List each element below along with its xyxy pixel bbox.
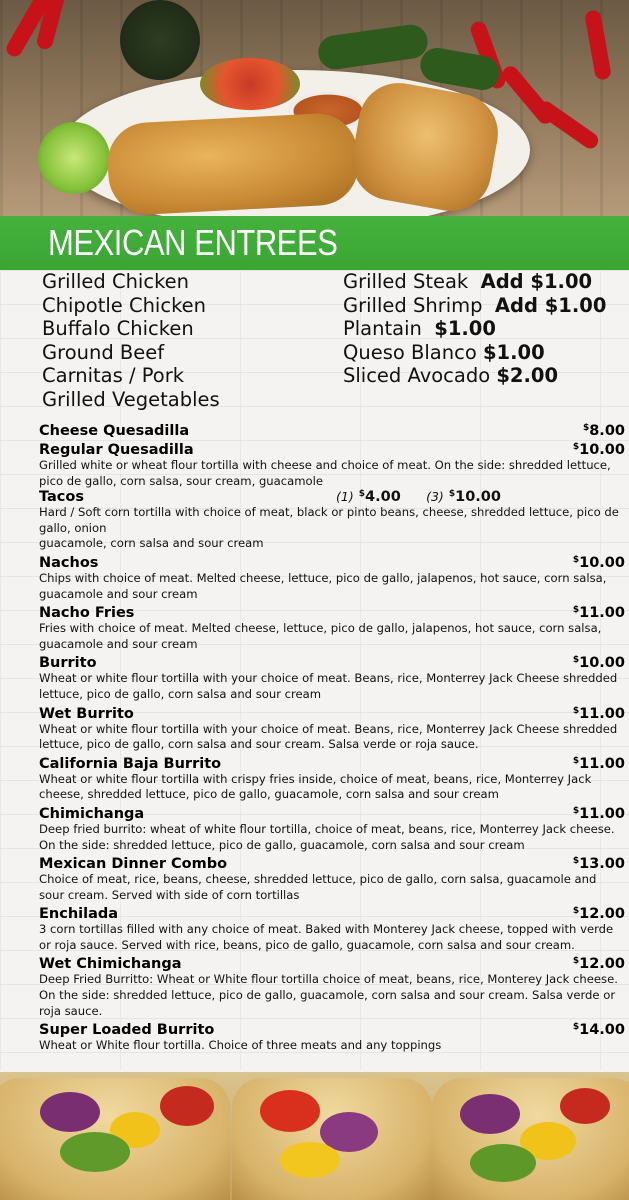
item-price: $8.00 [582,423,625,439]
menu-item-enchilada [39,903,625,953]
item-description: Chips with choice of meat. Melted cheese, lettuce, pico de gallo, jalapenos, hot sauce, corn salsa, guacamole and sour cream [39,570,607,601]
item-name: Nachos [39,554,99,571]
tacos-photo [0,1072,629,1200]
menu-item-burrito [39,652,625,702]
item-name: Super Loaded Burrito [39,1022,215,1039]
menu-item-tacos [39,489,625,552]
section-title: MEXICAN ENTREES [48,222,338,263]
meat-choice: Buffalo Chicken [42,317,194,340]
item-price: $10.00 [572,442,625,458]
premium-choice: Plantain $1.00 [343,317,496,340]
premium-choice: Sliced Avocado $2.00 [343,364,559,387]
item-description-cont: guacamole, corn salsa and sour cream [39,536,264,551]
meat-choice: Grilled Vegetables [42,387,220,411]
menu-item-regular-quesadilla [39,439,625,489]
item-name: Wet Burrito [39,705,134,722]
meat-choices-list [42,270,332,411]
item-price: $12.00 [572,906,625,923]
item-description: Choice of meat, rice, beans, cheese, shredded lettuce, pico de gallo, corn salsa, guacamole and sour cream. Served with side of corn tortillas [39,872,597,902]
menu-item-super-loaded-burrito [39,1019,625,1054]
menu-item-chimichanga [39,803,625,853]
item-price: $10.00 [572,554,625,571]
menu-item-wet-burrito [39,703,625,753]
item-name: Regular Quesadilla [39,442,194,458]
item-description: Hard / Soft corn tortilla with choice of meat, black or pinto beans, cheese, shredded lettuce, pico de gallo, onion [39,505,619,535]
meat-choice: Chipotle Chicken [42,293,207,317]
item-name: Mexican Dinner Combo [39,856,228,873]
item-description: Grilled white or wheat flour tortilla with cheese and choice of meat. On the side: shredded lettuce, pico de gallo, corn salsa, sour cream, guacamole [39,458,611,488]
item-name: Wet Chimichanga [39,956,182,973]
menu-items-list [39,420,625,1054]
menu-item-nacho-fries [39,602,625,652]
item-price: $12.00 [572,956,625,973]
item-description: Wheat or white flour tortilla with your choice of meat. Beans, rice, Monterrey Jack Cheese shredded lettuce, pico de gallo, corn salsa and sour cream. Salsa verde or roja sauce. [39,721,618,752]
premium-choice: Grilled Shrimp Add $1.00 [343,293,607,317]
menu-item-wet-chimichanga [39,953,625,1019]
premium-choice: Grilled Steak Add $1.00 [343,270,593,293]
item-description: 3 corn tortillas filled with any choice of meat. Baked with Monterey Jack cheese, topped with verde or roja sauce. Served with rice, beans, pico de gallo, guacamole, corn salsa and sour cream. [39,922,614,952]
item-description: Deep Fried Burritto: Wheat or White flour tortilla choice of meat, beans, rice, Monterey Jack cheese. On the side: shredded lettuce, pico de gallo, guacamole, corn salsa and sour cream. Salsa verde or roja sauce. [39,972,618,1018]
menu-item-cheese-quesadilla [39,420,625,439]
hero-food-photo [0,0,629,216]
menu-item-california-baja-burrito [39,753,625,803]
menu-item-nachos [39,552,625,602]
meat-choice: Grilled Chicken [42,270,190,293]
premium-choices-list [343,270,629,388]
premium-price: $2.00 [496,364,559,387]
item-description: Wheat or White flour tortilla. Choice of three meats and any toppings [39,1038,442,1053]
premium-price: $1.00 [482,340,545,364]
taco-prices: (1) $4.00 (3) $10.00 [336,489,501,506]
item-name: Burrito [39,655,97,672]
item-name: Cheese Quesadilla [39,423,190,439]
item-description: Wheat or white flour tortilla with your choice of meat. Beans, rice, Monterrey Jack Cheese shredded lettuce, pico de gallo, corn salsa and sour cream [39,671,618,701]
item-price: $11.00 [572,605,625,622]
item-name: Tacos [39,489,84,506]
premium-price: $1.00 [434,317,496,340]
meat-choice: Ground Beef [42,340,165,364]
item-name: California Baja Burrito [39,755,222,772]
premium-price: Add $1.00 [480,270,593,293]
meat-choice: Carnitas / Pork [42,364,185,387]
item-price: $11.00 [572,755,625,772]
item-price: $11.00 [572,805,625,822]
menu-item-mexican-dinner-combo [39,853,625,903]
item-description: Deep fried burrito: wheat of white flour tortilla, choice of meat, beans, rice, Monterrey Jack cheese. On the side: shredded lettuce, pico de gallo, guacamole, corn salsa and sour cream [39,821,615,852]
item-price: $14.00 [572,1022,625,1039]
premium-price: Add $1.00 [494,293,607,317]
item-description: Fries with choice of meat. Melted cheese, lettuce, pico de gallo, jalapenos, hot sauce, corn salsa, guacamole and sour cream [39,621,602,651]
item-price: $13.00 [572,856,625,873]
item-price: $10.00 [572,655,625,672]
section-banner [0,216,629,270]
item-description: Wheat or white flour tortilla with crispy fries inside, choice of meat, beans, rice, Monterrey Jack cheese, shredded lettuce, pico de gallo, guacamole, corn salsa and sour cream [39,771,592,802]
item-price: $11.00 [572,705,625,722]
item-name: Chimichanga [39,805,145,822]
premium-choice: Queso Blanco $1.00 [343,340,545,364]
item-name: Enchilada [39,906,119,923]
item-name: Nacho Fries [39,605,135,622]
